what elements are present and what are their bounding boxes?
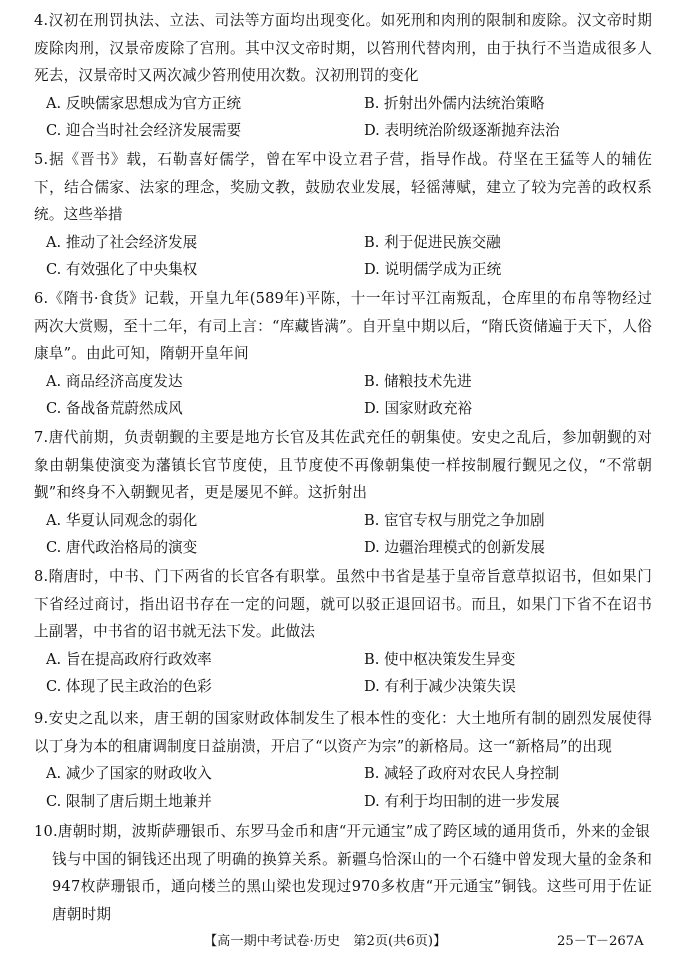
option-a: A. 减少了国家的财政收入 [46, 765, 212, 782]
question-10 [34, 818, 652, 928]
option-a: A. 推动了社会经济发展 [46, 233, 198, 251]
question-stem [34, 818, 652, 928]
option-c: C. 迎合当时社会经济发展需要 [46, 122, 242, 139]
question-options [34, 760, 652, 815]
question-7 [34, 424, 652, 562]
option-b: B. 折射出外儒内法统治策略 [364, 94, 545, 112]
option-b: B. 储粮技术先进 [364, 372, 472, 390]
option-d: D. 有利于均田制的进一步发展 [364, 792, 560, 810]
option-c: C. 限制了唐后期土地兼并 [46, 792, 212, 810]
question-stem: 8.隋唐时，中书、门下两省的长官各有职掌。虽然中书省是基于皇帝旨意草拟诏书，但如果门下省经过商讨，指出诏书存在一定的问题，就可以驳正退回诏书。而且，如果门下省不在诏书上副署，中书省的诏书就无法下发。此做法 [34, 568, 652, 640]
page-footer [0, 930, 677, 954]
question-options [34, 646, 652, 701]
question-4 [34, 7, 652, 145]
option-d: D. 边疆治理模式的创新发展 [364, 539, 545, 556]
question-5 [34, 146, 652, 284]
question-stem-continuation: 钱与中国的铜钱还出现了明确的换算关系。新疆乌恰深山的一个石缝中曾发现大量的金条和947枚萨珊银币，通向楼兰的黑山梁也发现过970多枚唐“开元通宝”铜钱。这些可用于佐证唐朝时期 [52, 850, 652, 923]
option-c: C. 有效强化了中央集权 [46, 261, 198, 278]
question-options [34, 507, 652, 562]
exam-title: 【高一期中考试卷·历史 第2页(共6页)】 [204, 934, 447, 949]
question-stem: 7.唐代前期，负责朝觐的主要是地方长官及其佐武充任的朝集使。安史之乱后，参加朝觐的对象由朝集使演变为藩镇长官节度使，且节度使不再像朝集使一样按制履行觐见之仪，“不常朝觐”和终身不入朝觐见者，更是屡见不鲜。这折射出 [34, 429, 652, 501]
option-d: D. 说明儒学成为正统 [364, 261, 502, 278]
question-stem: 5.据《晋书》载，石勒喜好儒学，曾在军中设立君子营，指导作战。苻坚在王猛等人的辅佐下，结合儒家、法家的理念，奖励文教，鼓励农业发展，轻徭薄赋，建立了较为完善的政权系统。这些举措 [34, 151, 652, 223]
question-9 [34, 705, 652, 815]
option-a: A. 华夏认同观念的弱化 [46, 511, 198, 529]
paper-code: 25－T－267A [557, 934, 644, 949]
question-stem: 6.《隋书·食货》记载，开皇九年(589年)平陈，十一年讨平江南叛乱，仓库里的布帛等物经过两次大赏赐，至十二年，有司上言：“库藏皆满”。自开皇中期以后，“隋氏资储遍于天下，人俗康阜”。由此可知，隋朝开皇年间 [34, 290, 652, 362]
question-6 [34, 285, 652, 423]
option-a: A. 反映儒家思想成为官方正统 [46, 94, 241, 112]
option-c: C. 备战备荒蔚然成风 [46, 400, 183, 417]
option-a: A. 商品经济高度发达 [46, 372, 183, 390]
option-d: D. 有利于减少决策失误 [364, 678, 516, 695]
question-options [34, 368, 652, 423]
question-stem: 4.汉初在刑罚执法、立法、司法等方面均出现变化。如死刑和肉刑的限制和废除。汉文帝时期废除肉刑，汉景帝废除了宫刑。其中汉文帝时期，以笞刑代替肉刑，由于执行不当造成很多人死去，汉景帝时又两次减少笞刑使用次数。汉初刑罚的变化 [34, 12, 652, 84]
question-stem: 9.安史之乱以来，唐王朝的国家财政体制发生了根本性的变化：大土地所有制的剧烈发展使得以丁身为本的租庸调制度日益崩溃，开启了“以资产为宗”的新格局。这一“新格局”的出现 [34, 710, 652, 755]
option-d: D. 表明统治阶级逐渐抛弃法治 [364, 122, 560, 139]
question-options [34, 229, 652, 284]
option-d: D. 国家财政充裕 [364, 400, 473, 417]
option-b: B. 宦官专权与朋党之争加剧 [364, 511, 545, 529]
option-c: C. 体现了民主政治的色彩 [46, 678, 212, 695]
question-8 [34, 563, 652, 701]
option-b: B. 减轻了政府对农民人身控制 [364, 765, 560, 782]
option-c: C. 唐代政治格局的演变 [46, 539, 198, 556]
question-options [34, 90, 652, 145]
option-b: B. 利于促进民族交融 [364, 233, 501, 251]
option-b: B. 使中枢决策发生异变 [364, 650, 516, 668]
option-a: A. 旨在提高政府行政效率 [46, 650, 212, 668]
question-stem-first-line: 10.唐朝时期，波斯萨珊银币、东罗马金币和唐“开元通宝”成了跨区域的通用货币，外来的金银 [34, 823, 651, 840]
